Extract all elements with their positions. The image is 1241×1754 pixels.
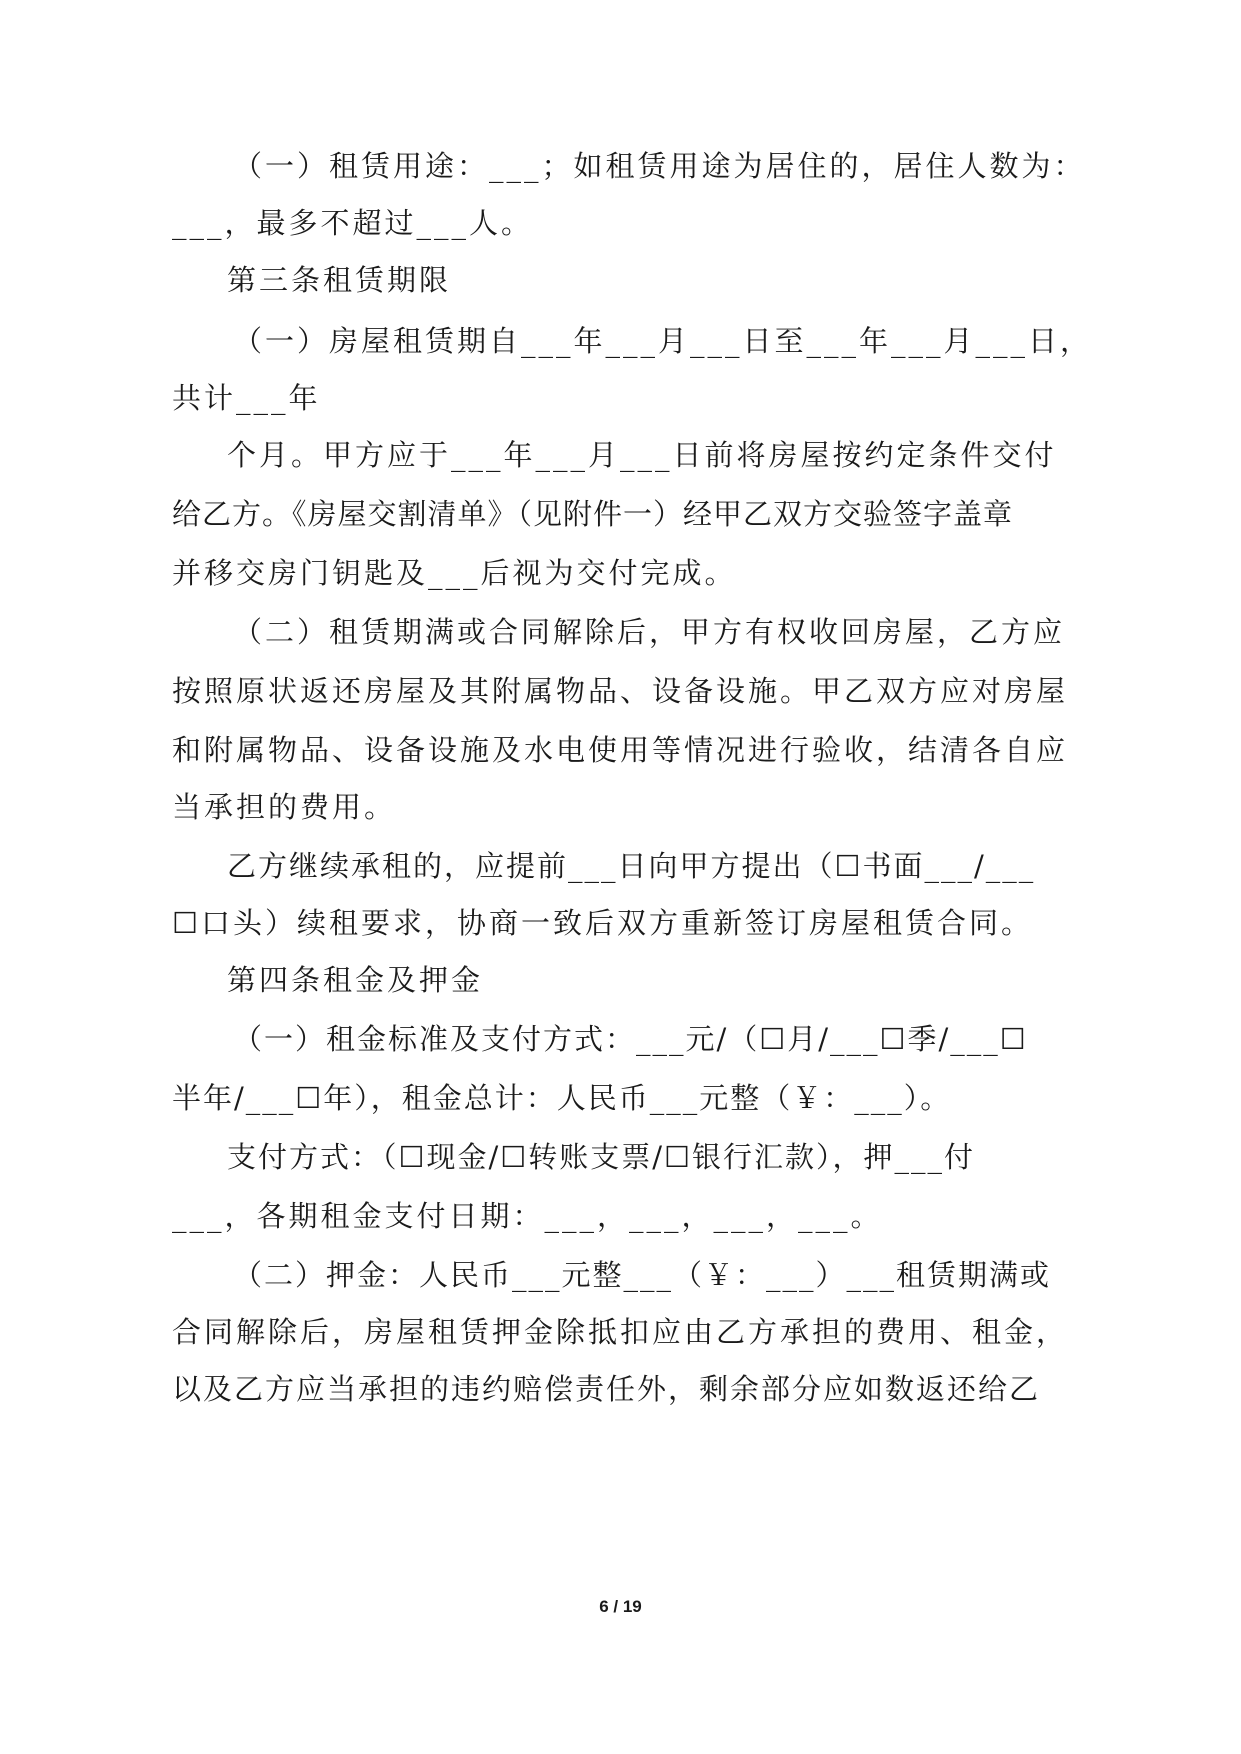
paragraph-line: 个月。甲方应于___年___月___日前将房屋按约定条件交付 [227,438,1057,472]
paragraph-line: 按照原状返还房屋及其附属物品、设备设施。甲乙双方应对房屋 [172,674,1069,708]
paragraph-line: （一）租赁用途：___；如租赁用途为居住的，居住人数为： [233,149,1086,183]
paragraph-line: ___，最多不超过___人。 [172,206,534,240]
paragraph-line: 乙方继续承租的，应提前___日向甲方提出（☐书面___/___ [227,849,1036,883]
section-heading: 第三条租赁期限 [227,263,452,297]
paragraph-line: 半年/___☐年），租金总计：人民币___元整（￥：___）。 [172,1081,952,1115]
section-heading: 第四条租金及押金 [227,963,484,997]
paragraph-line: ___，各期租金支付日期：___，___，___，___。 [172,1199,883,1233]
paragraph-line: （一）租金标准及支付方式：___元/（☐月/___☐季/___☐ [233,1022,1028,1056]
page-number: 6 / 19 [599,1597,642,1616]
paragraph-line: 和附属物品、设备设施及水电使用等情况进行验收，结清各自应 [172,733,1069,767]
paragraph-line: （二）押金：人民币___元整___（￥：___）___租赁期满或 [233,1258,1052,1292]
paragraph-line: （二）租赁期满或合同解除后，甲方有权收回房屋，乙方应 [233,615,1066,649]
paragraph-line: 支付方式：（☐现金/☐转账支票/☐银行汇款），押___付 [227,1140,976,1174]
paragraph-line: 当承担的费用。 [172,790,397,824]
paragraph-line: 合同解除后，房屋租赁押金除抵扣应由乙方承担的费用、租金， [172,1315,1069,1349]
paragraph-line: 给乙方。《房屋交割清单》（见附件一）经甲乙双方交验签字盖章 [172,497,1014,531]
paragraph-line: 并移交房门钥匙及___后视为交付完成。 [172,556,737,590]
paragraph-line: ☐口头）续租要求，协商一致后双方重新签订房屋租赁合同。 [172,906,1033,940]
paragraph-line: 以及乙方应当承担的违约赔偿责任外，剩余部分应如数返还给乙 [172,1372,1041,1406]
paragraph-line: 共计___年 [172,381,321,415]
paragraph-line: （一）房屋租赁期自___年___月___日至___年___月___日， [233,324,1093,358]
